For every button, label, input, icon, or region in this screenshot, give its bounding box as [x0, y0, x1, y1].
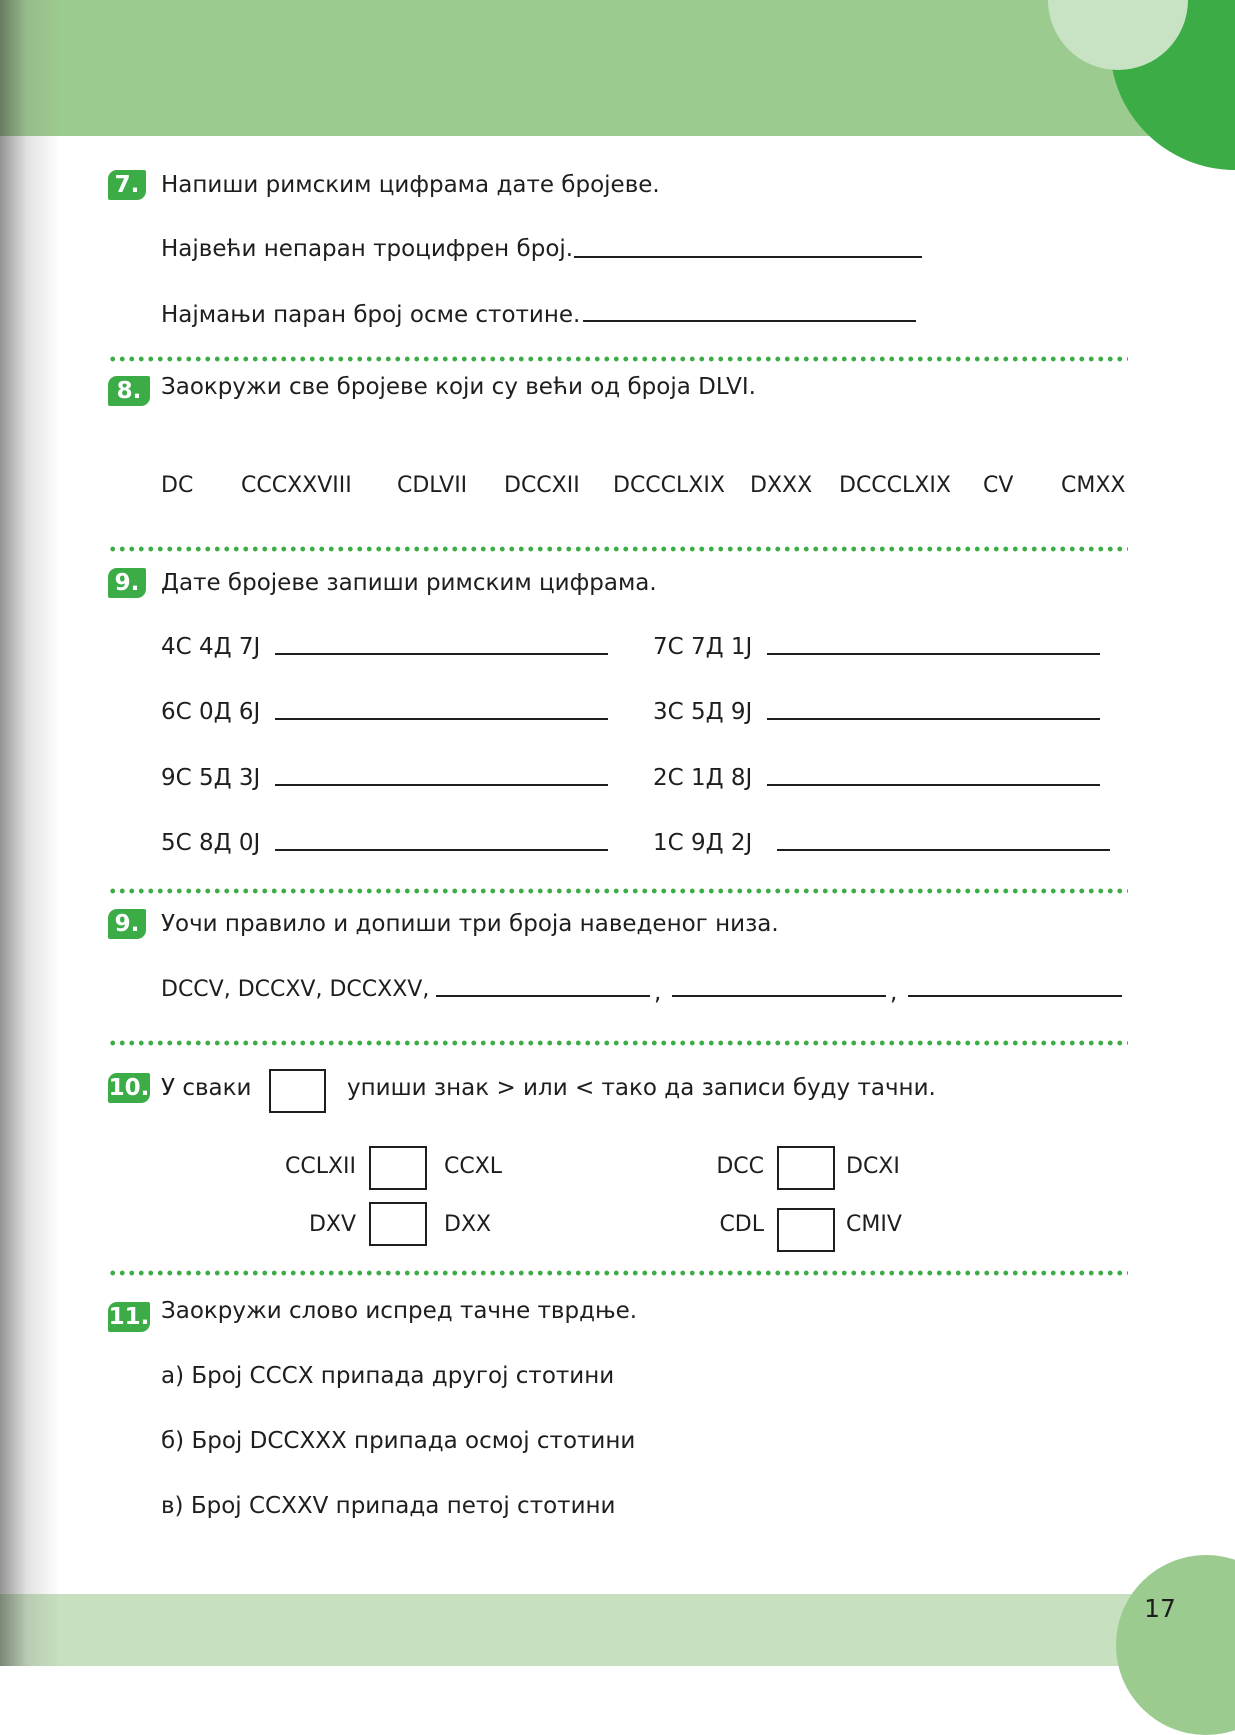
task-7-instruction: Напиши римским цифрама дате бројеве.: [161, 172, 660, 198]
header-band: [0, 0, 1235, 136]
task-8-number[interactable]: CMXX: [1061, 473, 1126, 498]
task-10-example-box: [269, 1069, 326, 1113]
task-7-answer-line-1[interactable]: [574, 256, 922, 258]
footer-band: [0, 1594, 1235, 1666]
task-8-number[interactable]: DCCCLXIX: [839, 473, 951, 498]
task-9a-answer-line[interactable]: [767, 784, 1100, 786]
task-8-badge: 8.: [108, 376, 150, 406]
task-10-right-value: DCXI: [846, 1154, 900, 1179]
section-divider: [108, 546, 1128, 552]
task-9a-item: 2С 1Д 8Ј: [653, 765, 753, 791]
task-10-left-value: CDL: [719, 1212, 764, 1237]
task-9a-item: 5С 8Д 0Ј: [161, 830, 261, 856]
task-8-number[interactable]: CV: [983, 473, 1014, 498]
task-10-right-value: DXX: [444, 1212, 492, 1237]
task-10-left-value: DCC: [716, 1154, 764, 1179]
task-10-answer-box[interactable]: [777, 1208, 835, 1252]
task-9a-answer-line[interactable]: [767, 653, 1100, 655]
task-9a-item: 6С 0Д 6Ј: [161, 699, 261, 725]
task-9a-badge: 9.: [108, 568, 146, 598]
task-9b-comma: ,: [890, 980, 898, 1006]
task-9a-item: 3С 5Д 9Ј: [653, 699, 753, 725]
task-7-answer-line-2[interactable]: [583, 320, 916, 322]
task-9a-item: 1С 9Д 2Ј: [653, 830, 753, 856]
task-8-number[interactable]: DCCXII: [504, 473, 580, 498]
task-7-badge: 7.: [108, 170, 146, 200]
task-9b-comma: ,: [654, 980, 662, 1006]
task-8-number[interactable]: DCCCLXIX: [613, 473, 725, 498]
task-10-answer-box[interactable]: [369, 1202, 427, 1246]
task-10-answer-box[interactable]: [369, 1146, 427, 1190]
task-11-option-c[interactable]: в) Број CCXXV припада петој стотини: [161, 1493, 616, 1519]
task-9b-answer-line[interactable]: [908, 995, 1122, 997]
task-9b-badge: 9.: [108, 909, 146, 939]
task-9b-instruction: Уочи правило и допиши три броја наведеног низа.: [161, 911, 779, 937]
task-7-prompt-2: Најмањи паран број осме стотине.: [161, 302, 581, 328]
task-10-badge: 10.: [108, 1075, 150, 1101]
task-10-answer-box[interactable]: [777, 1146, 835, 1190]
task-9a-answer-line[interactable]: [767, 718, 1100, 720]
task-9a-answer-line[interactable]: [275, 718, 608, 720]
task-10-right-value: CCXL: [444, 1154, 503, 1179]
page-number: 17: [1144, 1594, 1176, 1623]
task-9a-item: 4С 4Д 7Ј: [161, 634, 261, 660]
task-11-option-b[interactable]: б) Број DCCXXX припада осмој стотини: [161, 1428, 636, 1454]
task-11-badge: 11.: [108, 1304, 150, 1330]
task-11-instruction: Заокружи слово испред тачне тврдње.: [161, 1298, 638, 1324]
task-9a-item: 9С 5Д 3Ј: [161, 765, 261, 791]
task-9a-answer-line[interactable]: [777, 849, 1110, 851]
task-9b-sequence: DCCV, DCCXV, DCCXXV,: [161, 977, 430, 1002]
task-10-instruction-end: упиши знак > или < тако да записи буду тачни.: [347, 1075, 936, 1101]
task-9a-answer-line[interactable]: [275, 653, 608, 655]
page-gutter-shadow: [0, 0, 60, 1666]
task-7-prompt-1: Највећи непаран троцифрен број.: [161, 236, 574, 262]
section-divider: [108, 356, 1128, 362]
task-10-right-value: CMIV: [846, 1212, 902, 1237]
task-8-number[interactable]: DXXX: [750, 473, 813, 498]
task-8-number[interactable]: CDLVII: [397, 473, 468, 498]
task-8-instruction: Заокружи све бројеве који су већи од броја DLVI.: [161, 374, 756, 400]
task-11-option-a[interactable]: а) Број CCCX припада другој стотини: [161, 1363, 615, 1389]
task-10-instruction-start: У сваки: [161, 1075, 252, 1101]
task-8-number[interactable]: DC: [161, 473, 194, 498]
task-9a-answer-line[interactable]: [275, 849, 608, 851]
task-9b-answer-line[interactable]: [672, 995, 886, 997]
task-9a-instruction: Дате бројеве запиши римским цифрама.: [161, 570, 657, 596]
task-9b-answer-line[interactable]: [436, 995, 650, 997]
task-10-left-value: DXV: [308, 1212, 356, 1237]
task-10-left-value: CCLXII: [284, 1154, 356, 1179]
section-divider: [108, 888, 1128, 894]
task-8-number[interactable]: CCCXXVIII: [241, 473, 352, 498]
section-divider: [108, 1270, 1128, 1276]
page-number-circle: [1116, 1555, 1235, 1735]
task-9a-answer-line[interactable]: [275, 784, 608, 786]
section-divider: [108, 1040, 1128, 1046]
task-9a-item: 7С 7Д 1Ј: [653, 634, 753, 660]
